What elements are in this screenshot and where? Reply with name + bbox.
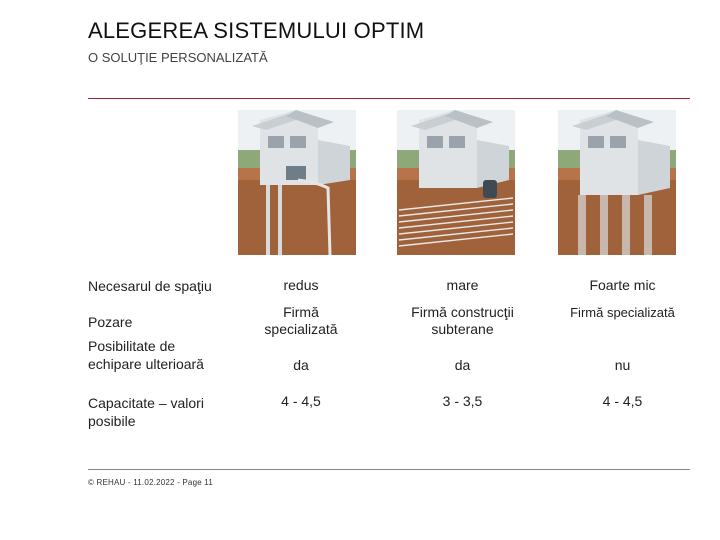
row-label-space: Necesarul de spaţiu <box>88 278 212 294</box>
footer-divider <box>88 469 690 470</box>
table-cell: Foarte mic <box>589 277 656 293</box>
row-label-capacity: Capacitate – valori posibile <box>88 395 204 429</box>
page-subtitle: O SOLUŢIE PERSONALIZATĂ <box>88 50 268 65</box>
vertical-probe-house-illustration <box>238 110 356 255</box>
footer-text: © REHAU - 11.02.2022 - Page 11 <box>88 478 213 487</box>
row-label-installation: Pozare <box>88 314 133 330</box>
table-cell: Firmă specializată <box>264 304 338 337</box>
table-cell: Firmă specializată <box>570 305 675 320</box>
table-cell: redus <box>283 277 319 293</box>
table-cell: mare <box>446 277 479 293</box>
header-divider <box>88 98 690 99</box>
table-cell: 4 - 4,5 <box>602 393 643 409</box>
horizontal-collector-house-illustration <box>397 110 515 255</box>
page-title: ALEGEREA SISTEMULUI OPTIM <box>88 18 425 43</box>
table-cell: Firmă construcţii subterane <box>411 304 514 337</box>
table-cell: da <box>293 357 309 373</box>
table-cell: 3 - 3,5 <box>442 393 483 409</box>
row-label-retrofit: Posibilitate de echipare ulterioară <box>88 338 204 372</box>
table-cell: 4 - 4,5 <box>281 393 321 409</box>
energy-piles-house-illustration <box>558 110 676 255</box>
table-cell: da <box>454 357 471 373</box>
table-cell: nu <box>614 357 631 373</box>
